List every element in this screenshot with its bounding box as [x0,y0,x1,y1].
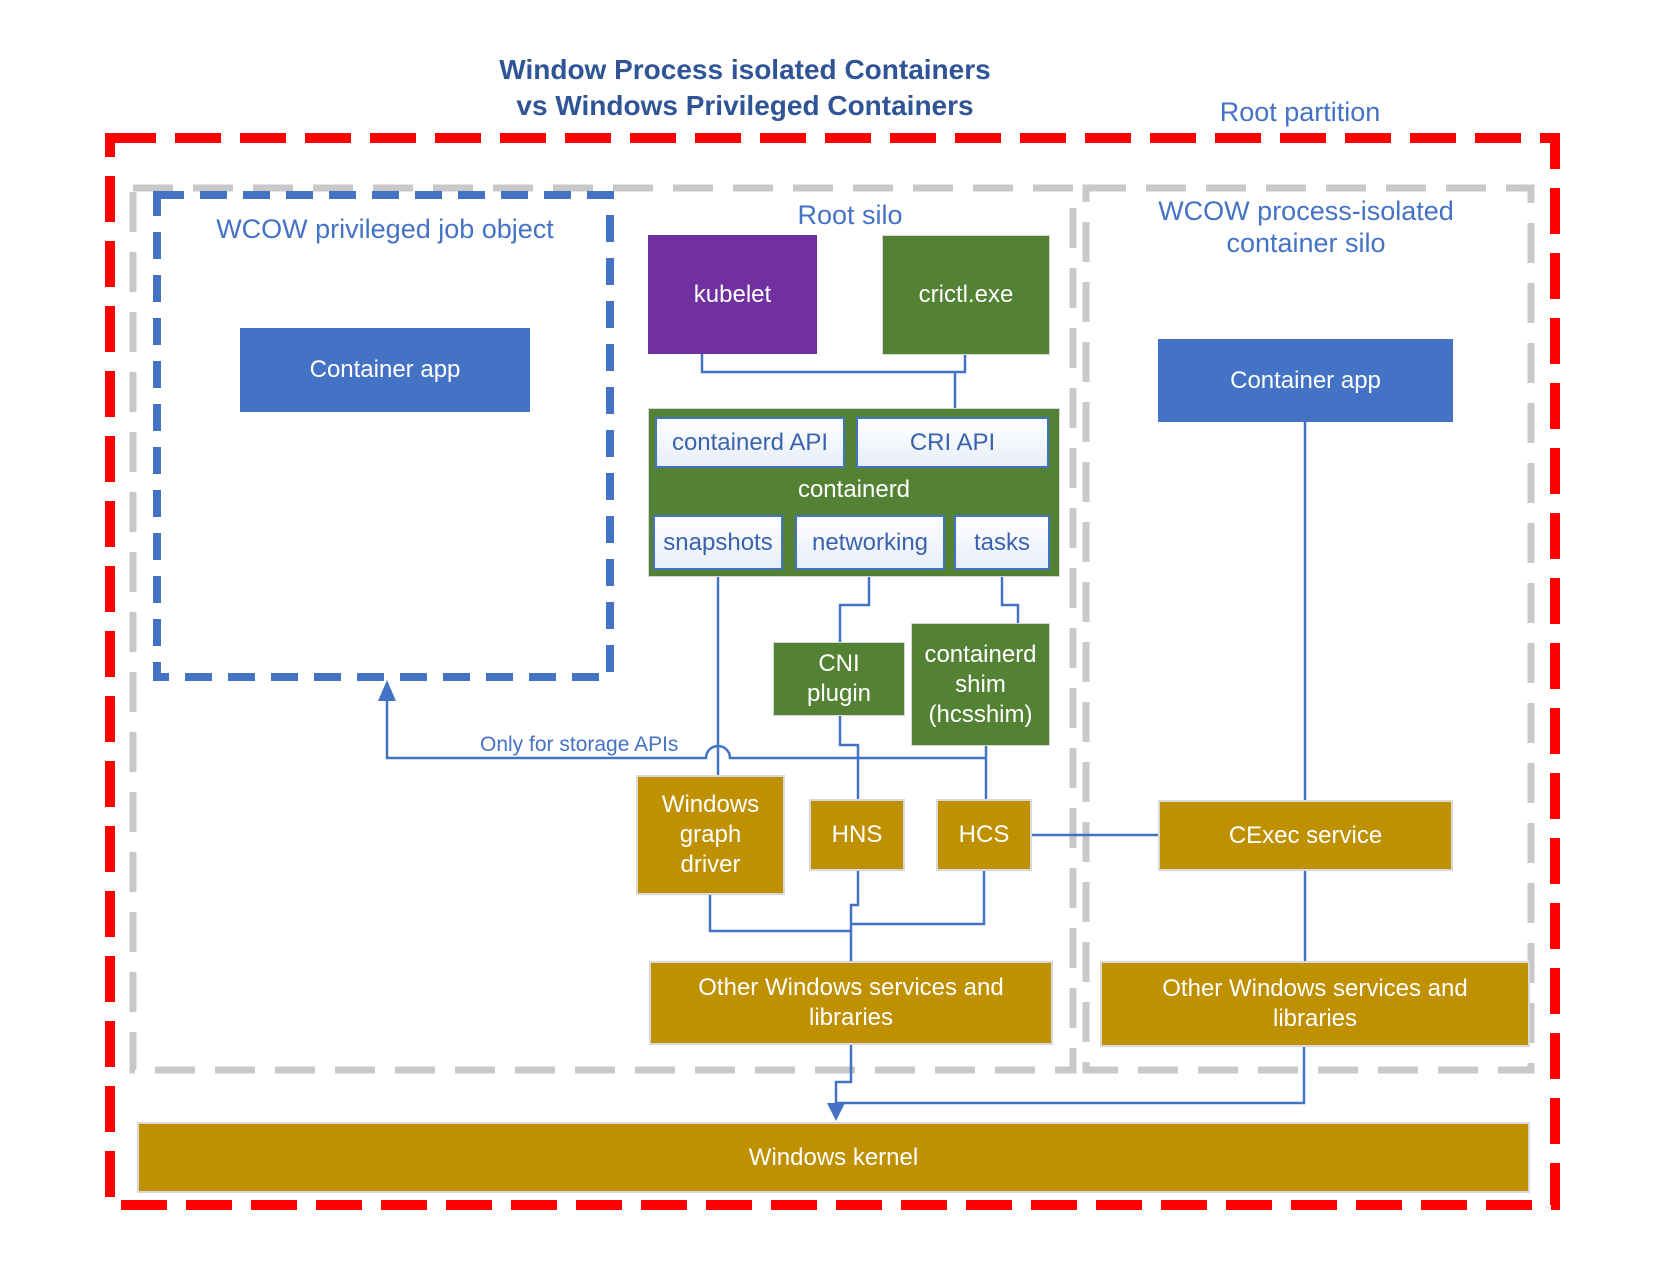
other-services-right-box: Other Windows services and libraries [1100,961,1530,1047]
root-silo-title: Root silo [797,199,903,230]
connector-networking-cni [840,577,869,642]
containerd-shim-box: containerd shim (hcsshim) [911,623,1050,746]
container-app-right-box: Container app [1158,339,1453,422]
containerd-api-box: containerd API [655,417,845,468]
diagram-title-line1: Window Process isolated Containers [499,54,991,85]
networking-box: networking [795,515,945,570]
cni-plugin-box: CNI plugin [773,642,905,716]
hns-box: HNS [809,799,905,871]
container-silo-title: WCOW process-isolated container silo [1158,195,1454,258]
connector-graphdriver-services [710,895,851,931]
snapshots-box: snapshots [653,515,783,570]
connector-hns-services [851,871,858,961]
tasks-box: tasks [954,515,1050,570]
diagram-title-line2: vs Windows Privileged Containers [516,90,974,122]
windows-kernel-box: Windows kernel [137,1122,1530,1193]
cri-api-box: CRI API [856,417,1049,468]
diagram-title [395,52,1095,125]
arrow-down-icon [827,1103,845,1121]
storage-apis-label: Only for storage APIs [480,733,679,756]
windows-graph-driver-box: Windows graph driver [636,775,785,895]
job-object-title: WCOW privileged job object [216,213,554,244]
root-partition-label: Root partition [1219,96,1381,127]
connector-hcs-services [851,871,984,924]
crictl-box: crictl.exe [882,235,1050,355]
other-services-left-box: Other Windows services and libraries [649,961,1053,1045]
connector-services-kernel [836,1045,851,1106]
container-silo-border [1086,188,1531,1070]
container-app-left-box: Container app [240,328,530,412]
hcs-box: HCS [936,799,1032,871]
connector-kubelet-crictl [702,353,965,372]
kubelet-box: kubelet [648,235,817,354]
job-object-border [157,195,610,677]
containerd-label: containerd [797,476,911,503]
cexec-service-box: CExec service [1158,800,1453,871]
arrow-up-icon [378,680,396,701]
connector-tasks-shim [1002,577,1018,623]
